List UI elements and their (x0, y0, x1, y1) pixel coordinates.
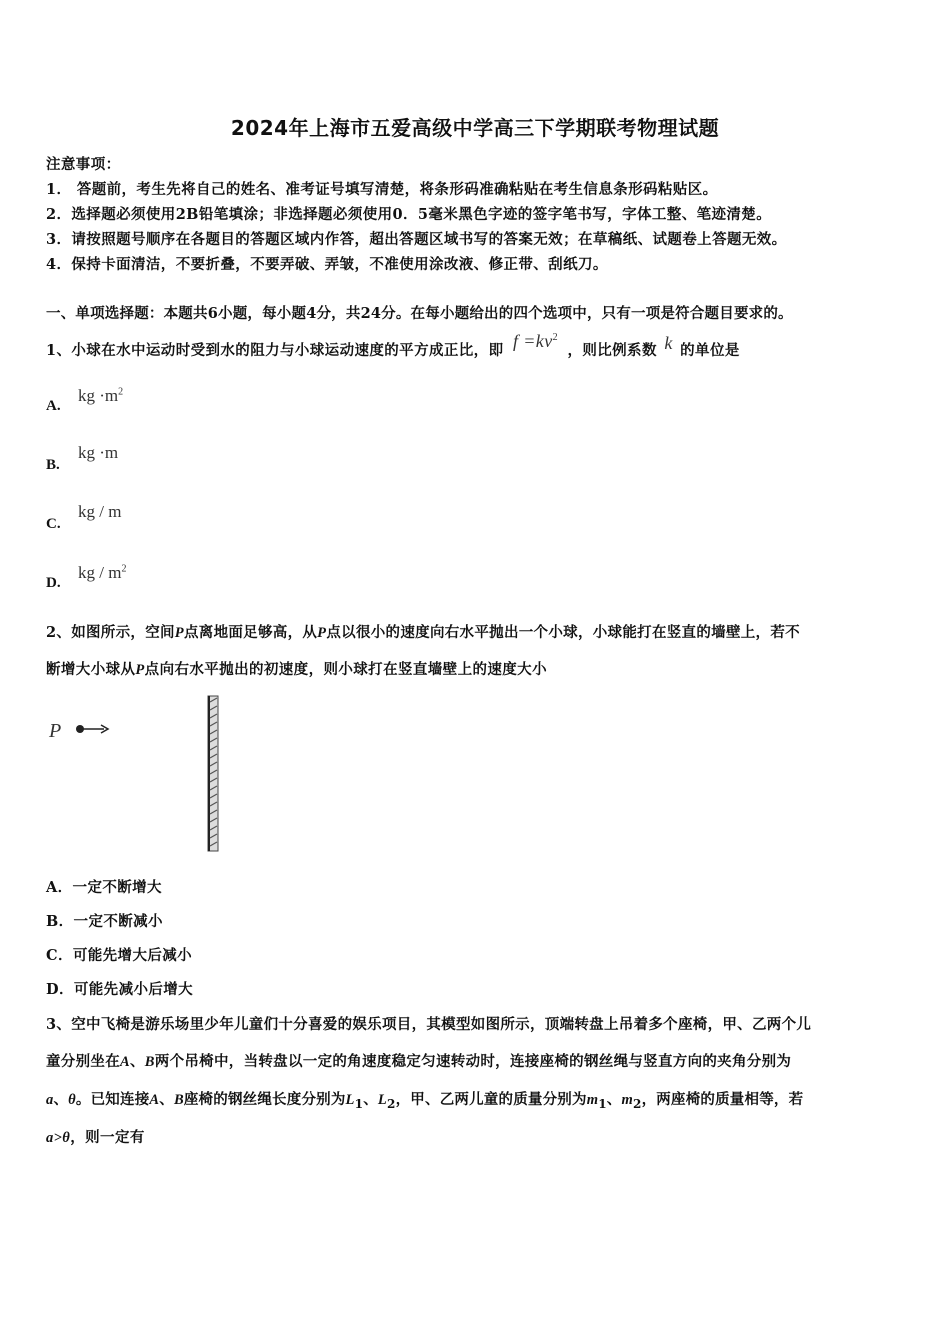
question-2-stem-line1 (46, 621, 800, 642)
q3-text: ，则一定有 (70, 1129, 145, 1146)
q1-text-after: 的单位是 (680, 342, 740, 359)
question-3-stem-line1: 3、空中飞椅是游乐场里少年儿童们十分喜爱的娱乐项目，其模型如图所示，顶端转盘上吊着多个座椅，甲、乙两个儿 (46, 1016, 812, 1033)
q3-symbol: A (149, 1092, 160, 1108)
q1-k-symbol: k (664, 333, 673, 353)
q1-formula (513, 331, 558, 351)
notice-item: 3．请按照题号顺序在各题目的答题区域内作答，超出答题区域书写的答案无效；在草稿纸、试题卷上答题无效。 (46, 231, 787, 248)
q2-point-p: P (317, 625, 327, 641)
question-2-stem-line2 (46, 658, 547, 679)
option-unit (78, 502, 121, 522)
unit-base: kg ·m (78, 443, 119, 462)
q2-text: 点离地面足够高，从 (183, 624, 318, 641)
q1-text-middle: ，则比例系数 (567, 342, 657, 359)
q2-option-d[interactable]: D．可能先减小后增大 (46, 981, 194, 998)
unit-exp: 2 (118, 386, 124, 398)
option-letter: C. (46, 516, 61, 532)
q3-symbol: A (120, 1054, 130, 1070)
notice-heading: 注意事项： (46, 156, 121, 173)
q3-subscript: 1 (354, 1096, 364, 1111)
q1-text-before: 1、小球在水中运动时受到水的阻力与小球运动速度的平方成正比，即 (46, 342, 504, 359)
q3-symbol: B (144, 1054, 155, 1070)
unit-base: kg ·m (78, 386, 119, 405)
notice-item: 4．保持卡面清洁，不要折叠，不要弄破、弄皱，不准使用涂改液、修正带、刮纸刀。 (46, 256, 608, 273)
notice-item: 1． 答题前，考生先将自己的姓名、准考证号填写清楚，将条形码准确粘贴在考生信息条形码粘贴区。 (46, 181, 718, 198)
wall-icon (208, 696, 218, 851)
q3-text: 座椅的钢丝绳长度分别为 (183, 1091, 346, 1108)
q3-symbol: θ (68, 1092, 76, 1108)
option-unit (78, 386, 123, 406)
q3-symbol: a (46, 1092, 54, 1108)
option-letter: D. (46, 575, 61, 591)
q2-text: 点以很小的速度向右水平抛出一个小球，小球能打在竖直的墙壁上，若不 (326, 624, 800, 641)
q3-symbol: L (345, 1092, 355, 1108)
q3-symbol: B (173, 1092, 184, 1108)
q3-subscript: 2 (632, 1096, 642, 1111)
q3-text: 两个吊椅中，当转盘以一定的角速度稳定匀速转动时，连接座椅的钢丝绳与竖直方向的夹角分别为 (154, 1053, 792, 1070)
q3-condition: a>θ (46, 1130, 71, 1146)
unit-base: kg / m (78, 563, 122, 582)
option-letter: B. (46, 457, 60, 473)
option-letter: A. (46, 398, 61, 414)
q3-text: 。已知连接 (75, 1091, 150, 1108)
q2-option-b[interactable]: B．一定不断减小 (46, 913, 163, 930)
page-title: 2024年上海市五爱高级中学高三下学期联考物理试题 (230, 116, 720, 140)
question-3-stem-line3 (46, 1088, 803, 1111)
q2-text: 断增大小球从 (46, 661, 136, 678)
q2-point-p: P (174, 625, 184, 641)
q3-symbol: L (377, 1092, 387, 1108)
q3-text: 、 (129, 1053, 145, 1070)
q3-text: 童分别坐在 (46, 1053, 120, 1070)
q2-figure (46, 692, 246, 857)
unit-exp: 2 (121, 563, 127, 575)
option-unit (78, 443, 118, 463)
question-3-stem-line2 (46, 1050, 791, 1071)
q3-text: ，甲、乙两儿童的质量分别为 (395, 1091, 587, 1108)
unit-base: kg / m (78, 502, 122, 521)
question-3-stem-line4 (46, 1126, 145, 1147)
q1-formula-exp: 2 (552, 332, 558, 343)
q3-text: ，两座椅的质量相等，若 (641, 1091, 804, 1108)
q3-subscript: 1 (598, 1096, 607, 1111)
q3-text: 、 (363, 1091, 378, 1108)
figure-point-label: P (49, 720, 62, 742)
q2-point-p: P (135, 662, 145, 678)
q2-option-c[interactable]: C．可能先增大后减小 (46, 947, 193, 964)
q2-text: 2、如图所示，空间 (46, 624, 175, 641)
question-1-stem (46, 331, 740, 360)
q3-symbol: m (586, 1092, 599, 1108)
ball-wall-diagram (46, 692, 246, 857)
q3-text: 、 (53, 1091, 69, 1108)
notice-item: 2．选择题必须使用2B铅笔填涂；非选择题必须使用0．5毫米黑色字迹的签字笔书写，字体工整、笔迹清楚。 (46, 206, 772, 223)
q3-symbol: m (621, 1092, 633, 1108)
q2-option-a[interactable]: A．一定不断增大 (46, 879, 162, 896)
option-unit (78, 563, 126, 583)
q3-text: 、 (159, 1091, 174, 1108)
q3-subscript: 2 (386, 1096, 396, 1111)
q2-text: 点向右水平抛出的初速度，则小球打在竖直墙壁上的速度大小 (144, 661, 547, 678)
q1-formula-body: f =kv (512, 331, 553, 351)
q3-text: 、 (606, 1091, 622, 1108)
section-heading: 一、单项选择题：本题共6小题，每小题4分，共24分。在每小题给出的四个选项中，只有一项是符合题目要求的。 (46, 305, 793, 322)
